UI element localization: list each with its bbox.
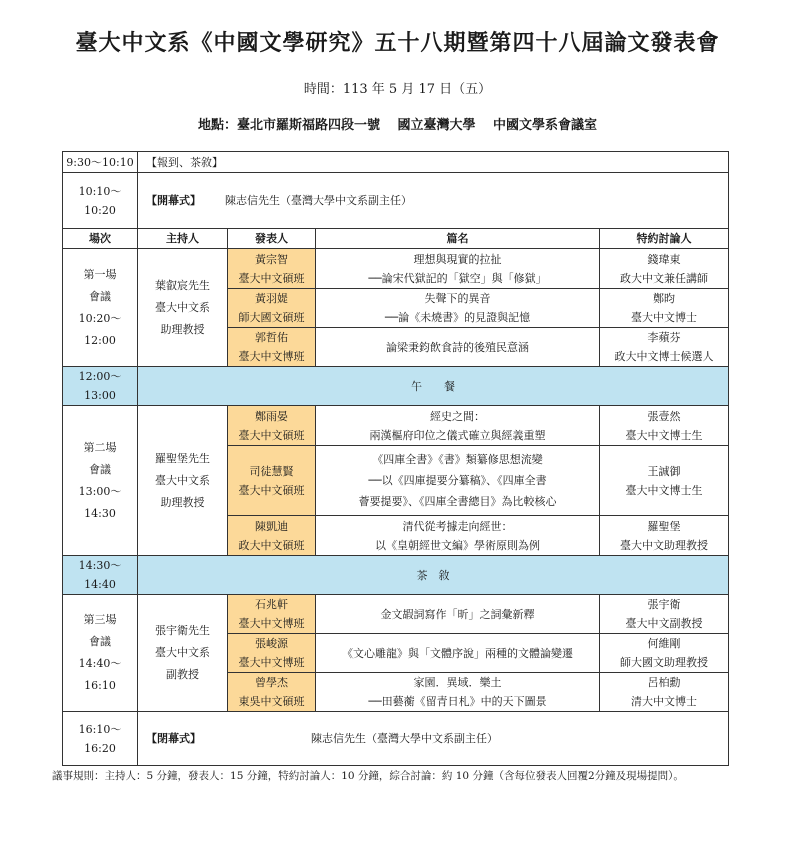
opening-person: 陳志信先生（臺灣大學中文系副主任） <box>225 194 412 207</box>
registration-label: 【報到、茶敘】 <box>138 152 729 173</box>
tea-label: 茶 敘 <box>138 556 729 595</box>
table-row <box>63 249 729 289</box>
header-host: 主持人 <box>138 229 228 249</box>
discussant-cell: 錢瑋東 政大中文兼任講師 <box>600 249 729 289</box>
paper-title-cell: 經史之間： 兩漢樞府印位之儀式確立與經義重塑 <box>316 406 600 446</box>
presenter-cell: 黃宗智 臺大中文碩班 <box>228 249 316 289</box>
paper-title-cell: 《四庫全書》《書》類纂修思想流變 ──以《四庫提要分纂稿》、《四庫全書 薈要提要》、《四庫全書總目》為比較核心 <box>316 446 600 516</box>
header-presenter: 發表人 <box>228 229 316 249</box>
header-discussant: 特約討論人 <box>600 229 729 249</box>
discussant-cell: 鄭昀 臺大中文博士 <box>600 289 729 328</box>
discussant-cell: 王誠御 臺大中文博士生 <box>600 446 729 516</box>
closing-person: 陳志信先生（臺灣大學中文系副主任） <box>311 732 498 745</box>
presenter-cell: 司徒慧賢 臺大中文碩班 <box>228 446 316 516</box>
discussant-cell: 何維剛 師大國文助理教授 <box>600 634 729 673</box>
discussant-cell: 羅聖堡 臺大中文助理教授 <box>600 516 729 556</box>
lunch-label: 午 餐 <box>138 367 729 406</box>
host-cell: 張宇衛先生 臺大中文系 副教授 <box>138 595 228 712</box>
header-paper: 篇名 <box>316 229 600 249</box>
event-time: 時間：113 年 5 月 17 日（五） <box>303 82 492 97</box>
presenter-cell: 郭哲佑 臺大中文博班 <box>228 328 316 367</box>
host-cell: 葉叡宸先生 臺大中文系 助理教授 <box>138 249 228 367</box>
schedule-table <box>62 151 729 766</box>
presenter-cell: 曾學杰 東吳中文碩班 <box>228 673 316 712</box>
discussant-cell: 張壹然 臺大中文博士生 <box>600 406 729 446</box>
paper-title-cell: 失聲下的異音 ──論《未燒書》的見證與記憶 <box>316 289 600 328</box>
session-cell: 第一場 會議 10:20～12:00 <box>63 249 138 367</box>
registration-row <box>63 152 729 173</box>
session-cell: 第二場 會議 13:00～14:30 <box>63 406 138 556</box>
closing-label: 【閉幕式】 <box>146 732 201 745</box>
table-row <box>63 406 729 446</box>
host-cell: 羅聖堡先生 臺大中文系 助理教授 <box>138 406 228 556</box>
time-cell: 12:00～13:00 <box>63 367 138 406</box>
header-row <box>63 229 729 249</box>
table-row <box>63 595 729 634</box>
paper-title-cell: 清代從考據走向經世： 以《皇朝經世文編》學術原則為例 <box>316 516 600 556</box>
session-cell: 第三場 會議 14:40～16:10 <box>63 595 138 712</box>
presenter-cell: 鄭雨晏 臺大中文碩班 <box>228 406 316 446</box>
time-cell: 10:10～10:20 <box>63 173 138 229</box>
time-cell: 9:30～10:10 <box>63 152 138 173</box>
opening-row <box>63 173 729 229</box>
closing-row <box>63 712 729 766</box>
paper-title-cell: 理想與現實的拉扯 ──論宋代獄記的「獄空」與「修獄」 <box>316 249 600 289</box>
paper-title-cell: 《文心雕龍》與「文體序說」兩種的文體論變遷 <box>316 634 600 673</box>
discussant-cell: 李蘋芬 政大中文博士候選人 <box>600 328 729 367</box>
time-cell: 14:30～14:40 <box>63 556 138 595</box>
paper-title-cell: 論梁秉鈞飲食詩的後殖民意涵 <box>316 328 600 367</box>
time-cell: 16:10～16:20 <box>63 712 138 766</box>
opening-label: 【開幕式】 <box>146 194 201 207</box>
presenter-cell: 石兆軒 臺大中文博班 <box>228 595 316 634</box>
paper-title-cell: 金文嘏詞寫作「昕」之詞彙新釋 <box>316 595 600 634</box>
lunch-row <box>63 367 729 406</box>
discussant-cell: 張宇衛 臺大中文副教授 <box>600 595 729 634</box>
presenter-cell: 黃羽媞 師大國文碩班 <box>228 289 316 328</box>
page-title: 臺大中文系《中國文學研究》五十八期暨第四十八屆論文發表會 <box>75 30 720 56</box>
paper-title-cell: 家園．異域．樂土 ──田藝蘅《留青日札》中的天下圖景 <box>316 673 600 712</box>
discussant-cell: 呂柏勳 清大中文博士 <box>600 673 729 712</box>
presenter-cell: 張峻源 臺大中文博班 <box>228 634 316 673</box>
header-session: 場次 <box>63 229 138 249</box>
tea-row <box>63 556 729 595</box>
event-location: 地點：臺北市羅斯福路四段一號 國立臺灣大學 中國文學系會議室 <box>197 118 598 133</box>
presenter-cell: 陳凱迪 政大中文碩班 <box>228 516 316 556</box>
meeting-rules: 議事規則：主持人：5 分鐘，發表人：15 分鐘，特約討論人：10 分鐘，綜合討論：約 10 分鐘（含每位發表人回覆2分鐘及現場提問）。 <box>52 770 684 782</box>
